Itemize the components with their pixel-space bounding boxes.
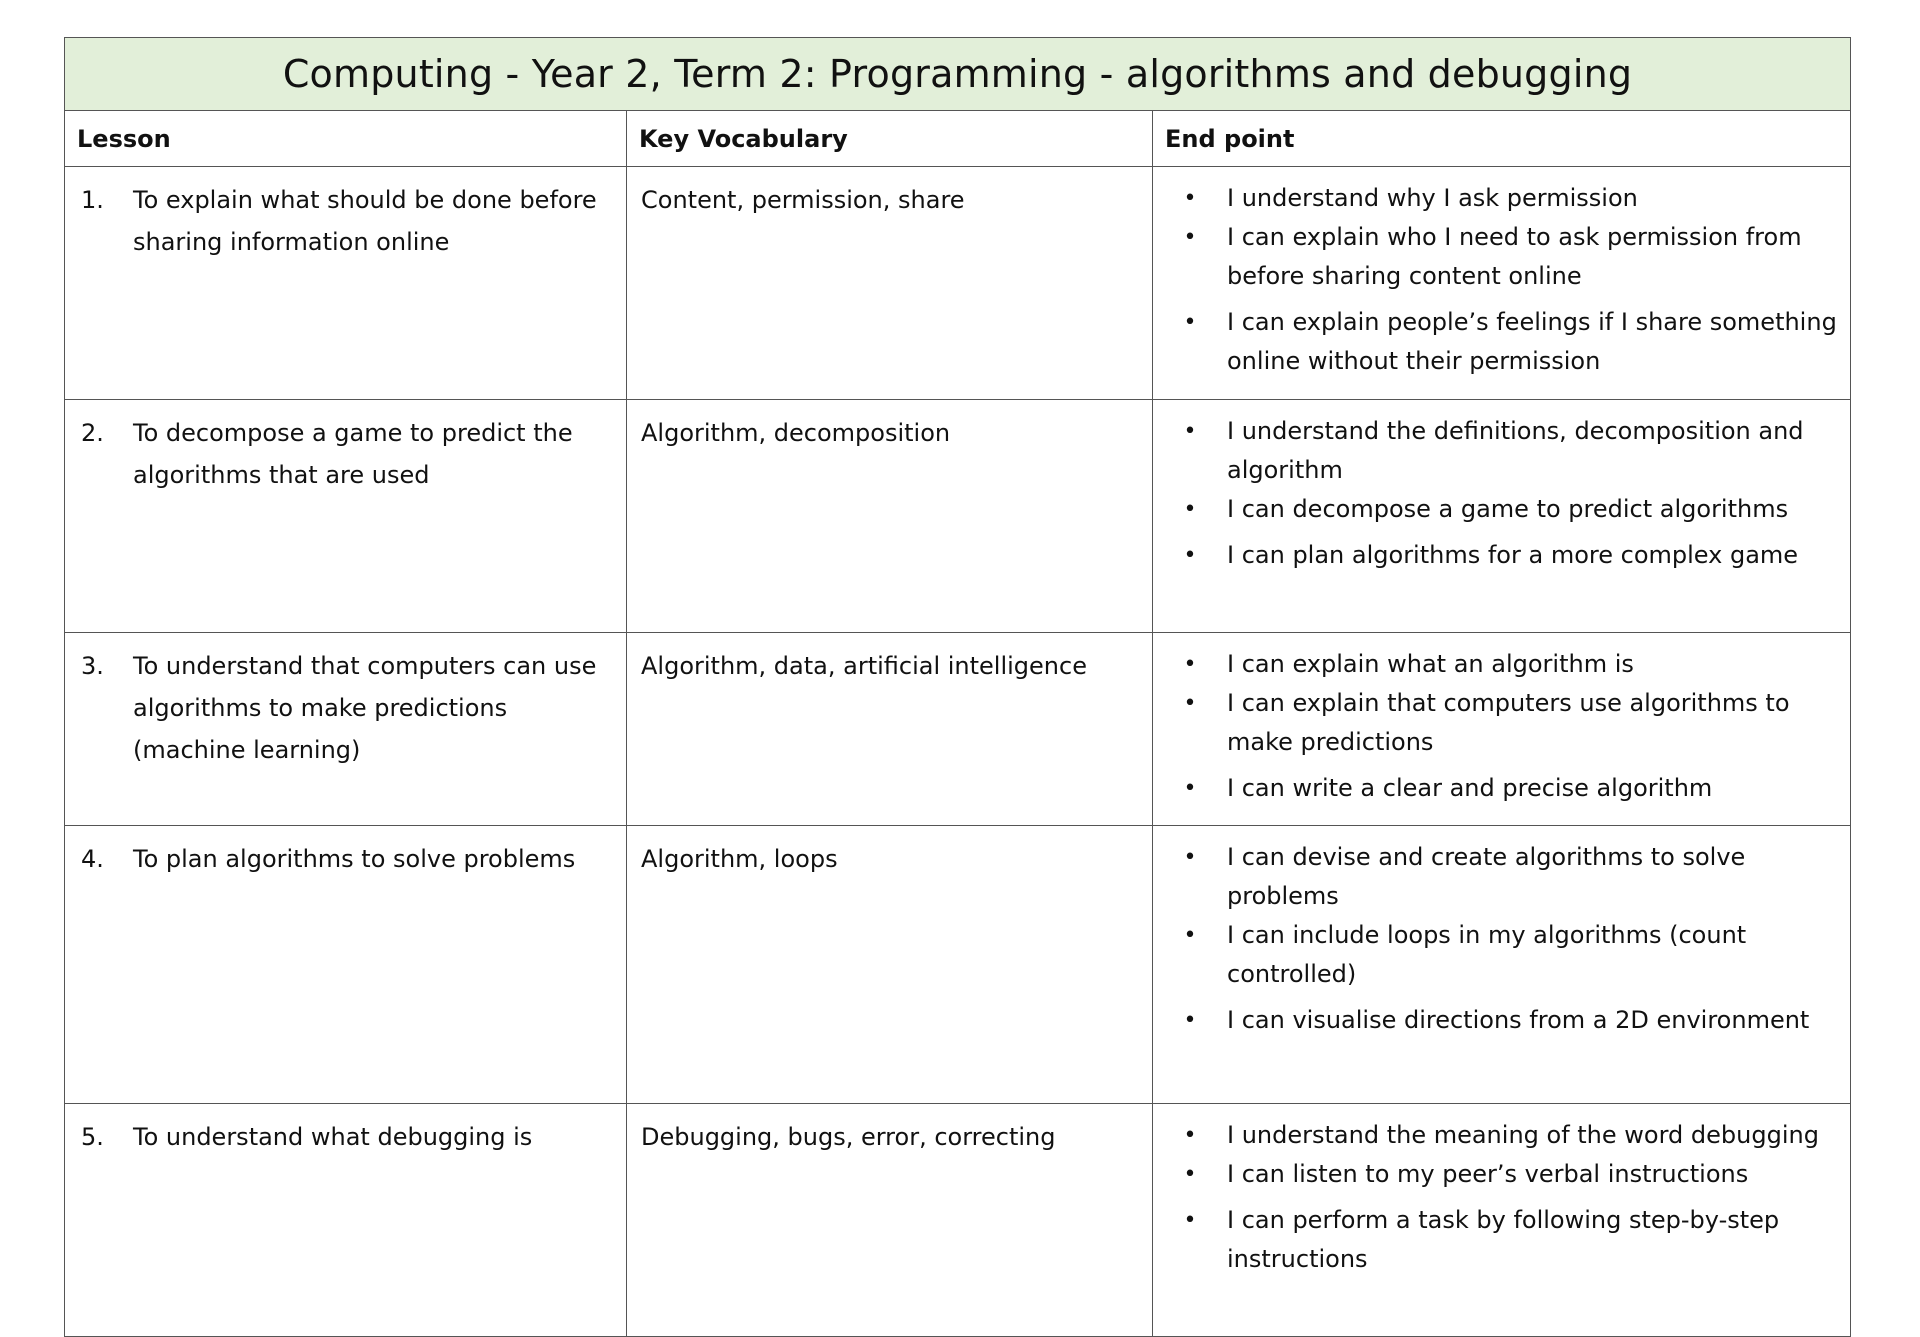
end-point-text: I can devise and create algorithms to solve problems — [1227, 843, 1746, 910]
key-vocabulary-cell: Debugging, bugs, error, correcting — [627, 1104, 1153, 1337]
lesson-number: 2. — [81, 419, 104, 447]
bullet-icon: • — [1183, 419, 1197, 444]
end-point-text: I can explain that computers use algorithms to make predictions — [1227, 689, 1790, 756]
bullet-icon: • — [1183, 691, 1197, 716]
end-point-text: I can include loops in my algorithms (count controlled) — [1227, 921, 1747, 988]
bullet-icon: • — [1183, 1208, 1197, 1233]
list-item — [1153, 645, 1840, 684]
bullet-icon: • — [1183, 310, 1197, 335]
lesson-number: 4. — [81, 845, 104, 873]
header-row — [65, 111, 1851, 167]
bullet-icon: • — [1183, 497, 1197, 522]
end-point-text: I can explain who I need to ask permission from before sharing content online — [1227, 223, 1802, 290]
end-point-cell — [1153, 1104, 1851, 1337]
key-vocabulary-cell: Algorithm, data, artificial intelligence — [627, 633, 1153, 826]
bullet-icon: • — [1183, 845, 1197, 870]
title-row — [65, 38, 1851, 111]
end-point-text: I understand why I ask permission — [1227, 184, 1638, 212]
table-row — [65, 826, 1851, 1104]
key-vocabulary-cell: Algorithm, loops — [627, 826, 1153, 1104]
bullet-icon: • — [1183, 543, 1197, 568]
end-point-text: I can perform a task by following step-by-step instructions — [1227, 1206, 1780, 1273]
lesson-cell — [65, 1104, 627, 1337]
lesson-objective: To understand what debugging is — [133, 1123, 533, 1151]
lesson-objective: To explain what should be done before sharing information online — [133, 186, 597, 256]
end-point-text: I can explain what an algorithm is — [1227, 650, 1634, 678]
list-item — [1153, 684, 1840, 762]
end-point-text: I understand the definitions, decomposition and algorithm — [1227, 417, 1804, 484]
table-row — [65, 1104, 1851, 1337]
bullet-icon: • — [1183, 923, 1197, 948]
page-title: Computing - Year 2, Term 2: Programming - algorithms and debugging — [65, 38, 1851, 111]
end-point-text: I understand the meaning of the word debugging — [1227, 1121, 1819, 1149]
list-item — [1153, 916, 1840, 994]
list-item — [1153, 179, 1840, 218]
lesson-cell — [65, 826, 627, 1104]
list-item — [1153, 218, 1840, 296]
column-header-key-vocabulary: Key Vocabulary — [627, 111, 1153, 167]
lesson-cell — [65, 633, 627, 826]
table-row — [65, 633, 1851, 826]
end-point-cell — [1153, 400, 1851, 633]
lesson-cell — [65, 167, 627, 400]
lesson-objective: To plan algorithms to solve problems — [133, 845, 576, 873]
list-item — [1153, 838, 1840, 916]
end-point-text: I can visualise directions from a 2D environment — [1227, 1006, 1810, 1034]
list-item — [1153, 769, 1840, 808]
bullet-icon: • — [1183, 186, 1197, 211]
lesson-number: 5. — [81, 1123, 104, 1151]
end-point-list — [1153, 1116, 1840, 1279]
key-vocabulary-cell: Algorithm, decomposition — [627, 400, 1153, 633]
end-point-text: I can write a clear and precise algorithm — [1227, 774, 1713, 802]
list-item — [1153, 412, 1840, 490]
end-point-text: I can explain people’s feelings if I share something online without their permission — [1227, 308, 1837, 375]
list-item — [1153, 303, 1840, 381]
column-header-lesson: Lesson — [65, 111, 627, 167]
lesson-cell — [65, 400, 627, 633]
table-row — [65, 167, 1851, 400]
list-item — [1153, 1201, 1840, 1279]
bullet-icon: • — [1183, 225, 1197, 250]
lesson-number: 1. — [81, 186, 104, 214]
lesson-objective: To understand that computers can use algorithms to make predictions (machine learning) — [133, 652, 597, 764]
list-item — [1153, 1001, 1840, 1040]
end-point-cell — [1153, 633, 1851, 826]
table-row — [65, 400, 1851, 633]
list-item — [1153, 536, 1840, 575]
curriculum-table — [64, 37, 1851, 1337]
bullet-icon: • — [1183, 1123, 1197, 1148]
list-item — [1153, 490, 1840, 529]
end-point-cell — [1153, 167, 1851, 400]
column-header-end-point: End point — [1153, 111, 1851, 167]
end-point-text: I can decompose a game to predict algorithms — [1227, 495, 1789, 523]
key-vocabulary-cell: Content, permission, share — [627, 167, 1153, 400]
lesson-number: 3. — [81, 652, 104, 680]
end-point-text: I can plan algorithms for a more complex game — [1227, 541, 1799, 569]
bullet-icon: • — [1183, 1162, 1197, 1187]
end-point-cell — [1153, 826, 1851, 1104]
end-point-list — [1153, 412, 1840, 575]
lesson-objective: To decompose a game to predict the algorithms that are used — [133, 419, 573, 489]
bullet-icon: • — [1183, 1008, 1197, 1033]
end-point-list — [1153, 645, 1840, 808]
list-item — [1153, 1116, 1840, 1155]
end-point-list — [1153, 838, 1840, 1040]
list-item — [1153, 1155, 1840, 1194]
end-point-list — [1153, 179, 1840, 381]
bullet-icon: • — [1183, 652, 1197, 677]
bullet-icon: • — [1183, 776, 1197, 801]
end-point-text: I can listen to my peer’s verbal instructions — [1227, 1160, 1749, 1188]
